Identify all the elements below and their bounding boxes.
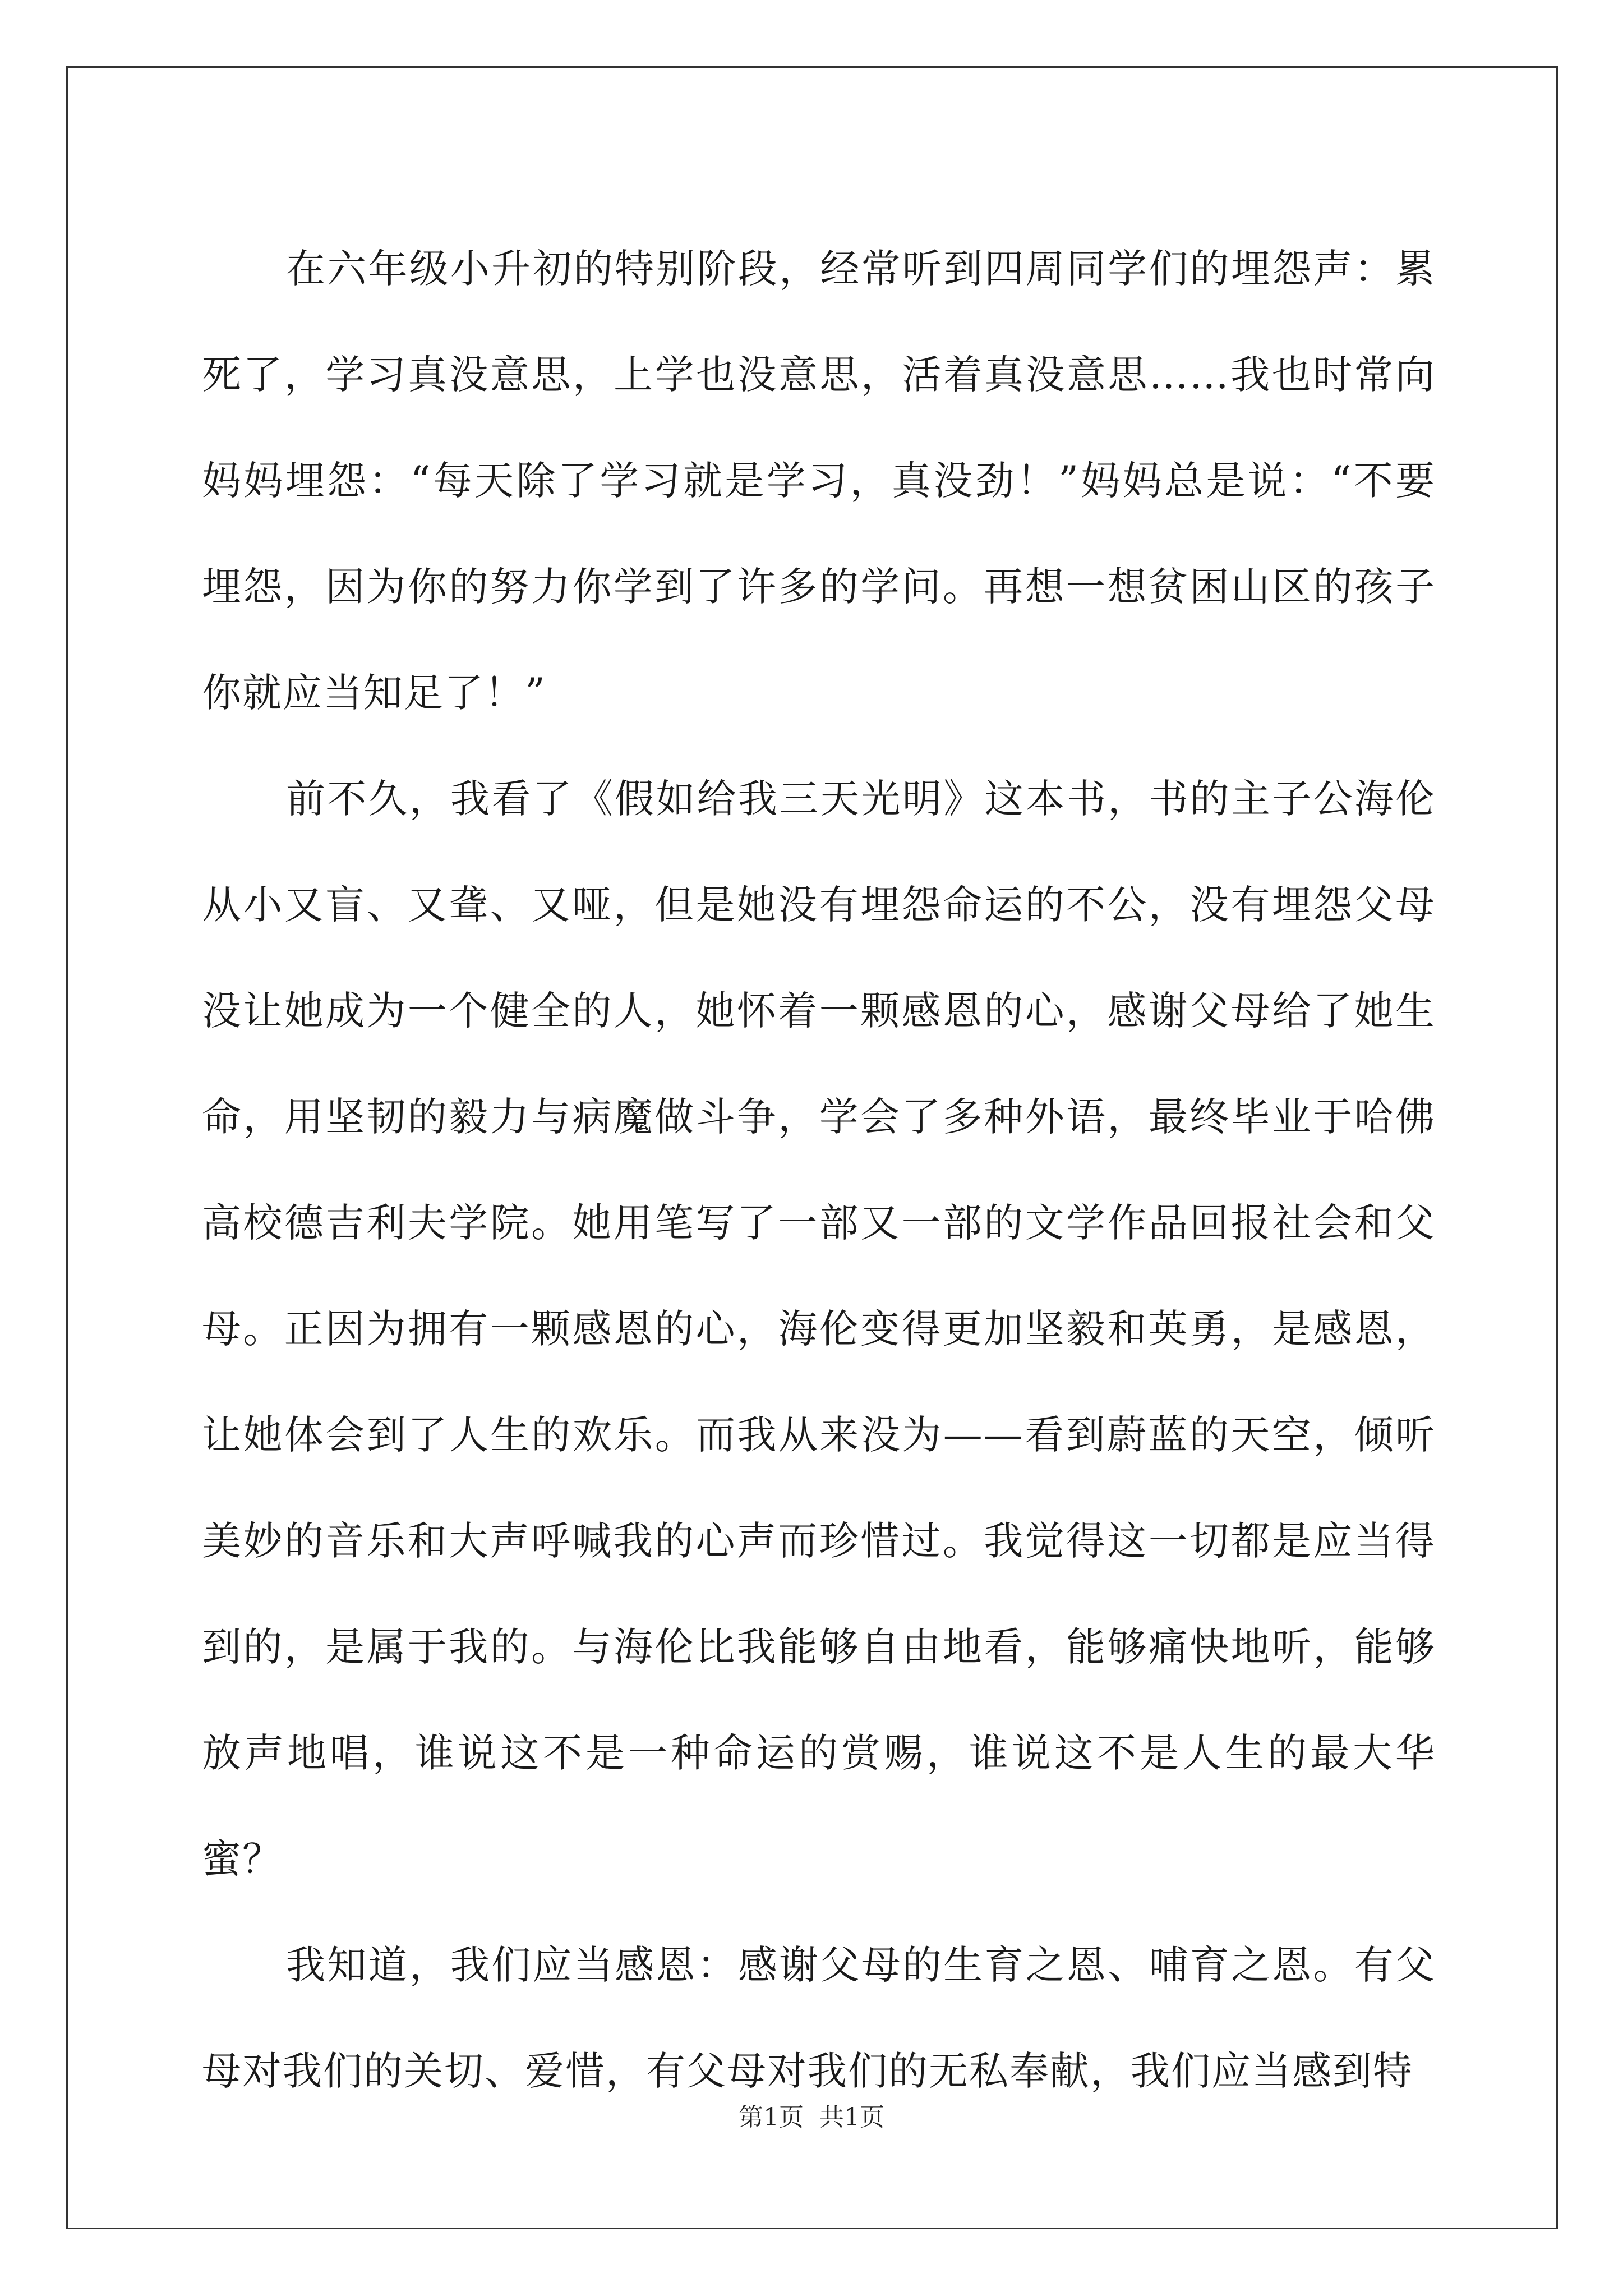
- document-body: [202, 216, 1436, 2124]
- paragraph: 前不久，我看了《假如给我三天光明》这本书，书的主子公海伦从小又盲、又聋、又哑，但是她没有埋怨命运的不公，没有埋怨父母没让她成为一个健全的人，她怀着一颗感恩的心，感谢父母给了她生命，用坚韧的毅力与病魔做斗争，学会了多种外语，最终毕业于哈佛高校德吉利夫学院。她用笔写了一部又一部的文学作品回报社会和父母。正因为拥有一颗感恩的心，海伦变得更加坚毅和英勇，是感恩，让她体会到了人生的欢乐。而我从来没为——看到蔚蓝的天空，倾听美妙的音乐和大声呼喊我的心声而珍惜过。我觉得这一切都是应当得到的，是属于我的。与海伦比我能够自由地看，能够痛快地听，能够放声地唱，谁说这不是一种命运的赏赐，谁说这不是人生的最大华蜜？: [202, 776, 1436, 1882]
- paragraph: 我知道，我们应当感恩：感谢父母的生育之恩、哺育之恩。有父母对我们的关切、爱惜，有父母对我们的无私奉献，我们应当感到特: [202, 1942, 1436, 2094]
- paragraph: 在六年级小升初的特别阶段，经常听到四周同学们的埋怨声：累死了，学习真没意思，上学也没意思，活着真没意思……我也时常向妈妈埋怨：“每天除了学习就是学习，真没劲！”妈妈总是说：“不要埋怨，因为你的努力你学到了许多的学问。再想一想贫困山区的孩子你就应当知足了！”: [202, 246, 1436, 716]
- page-number-total: 共1页: [819, 2103, 884, 2132]
- page-number-current: 第1页: [739, 2103, 804, 2132]
- page-footer: [0, 2101, 1623, 2134]
